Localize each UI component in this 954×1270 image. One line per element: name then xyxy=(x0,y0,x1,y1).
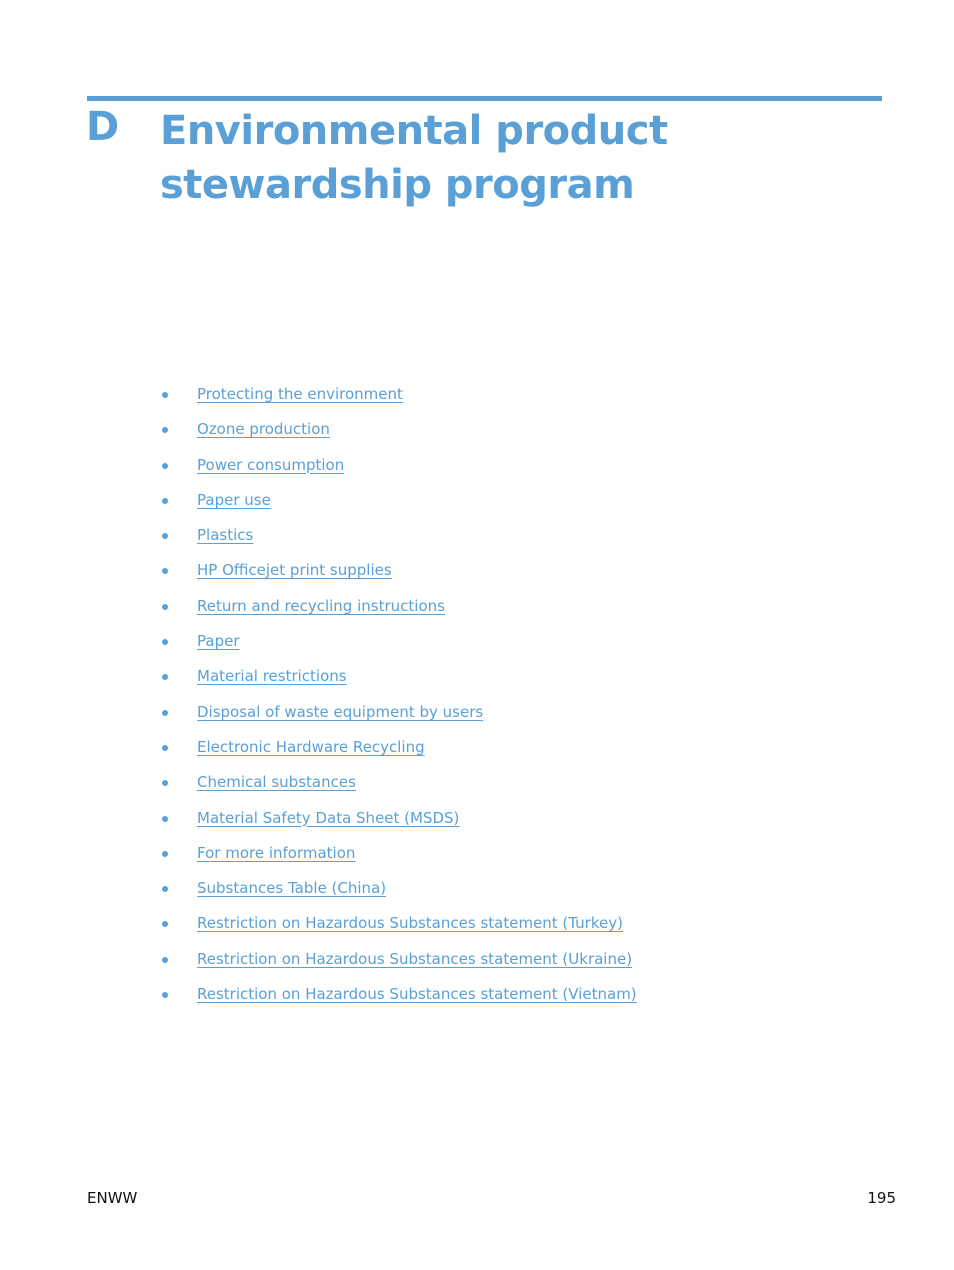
bullet-icon xyxy=(162,498,168,504)
chapter-letter: D xyxy=(86,104,120,150)
toc-item xyxy=(160,983,637,1018)
toc-item xyxy=(160,877,637,912)
toc-item xyxy=(160,595,637,630)
toc-link[interactable]: Ozone production xyxy=(197,420,330,439)
chapter-title: Environmental product stewardship program xyxy=(160,108,668,208)
toc-link[interactable]: HP Officejet print supplies xyxy=(197,561,392,580)
toc-item xyxy=(160,701,637,736)
toc-link[interactable]: Paper xyxy=(197,632,240,651)
bullet-icon xyxy=(162,392,168,398)
bullet-icon xyxy=(162,533,168,539)
toc-link[interactable]: Electronic Hardware Recycling xyxy=(197,737,425,756)
toc-link[interactable]: Material Safety Data Sheet (MSDS) xyxy=(197,808,460,827)
toc-item xyxy=(160,454,637,489)
toc-link[interactable]: Return and recycling instructions xyxy=(197,596,445,615)
toc-item xyxy=(160,807,637,842)
bullet-icon xyxy=(162,427,168,433)
toc-item xyxy=(160,948,637,983)
bullet-icon xyxy=(162,604,168,610)
toc-item xyxy=(160,383,637,418)
bullet-icon xyxy=(162,957,168,963)
toc-link[interactable]: Restriction on Hazardous Substances statement (Vietnam) xyxy=(197,985,637,1004)
toc-link[interactable]: Substances Table (China) xyxy=(197,879,387,898)
toc-item xyxy=(160,524,637,559)
toc-link[interactable]: Paper use xyxy=(197,490,271,509)
toc-item xyxy=(160,665,637,700)
toc-link[interactable]: For more information xyxy=(197,843,356,862)
toc-link[interactable]: Protecting the environment xyxy=(197,385,403,403)
bullet-icon xyxy=(162,710,168,716)
bullet-icon xyxy=(162,992,168,998)
toc-link[interactable]: Power consumption xyxy=(197,455,345,474)
toc-link[interactable]: Restriction on Hazardous Substances statement (Ukraine) xyxy=(197,949,633,968)
chapter-rule xyxy=(87,96,882,101)
toc-link[interactable]: Disposal of waste equipment by users xyxy=(197,702,484,721)
bullet-icon xyxy=(162,745,168,751)
bullet-icon xyxy=(162,463,168,469)
toc-item xyxy=(160,418,637,453)
toc-link[interactable]: Plastics xyxy=(197,526,254,545)
chapter-toc-list xyxy=(160,383,637,1018)
page-number: 195 xyxy=(867,1189,896,1207)
bullet-icon xyxy=(162,780,168,786)
bullet-icon xyxy=(162,886,168,892)
toc-link[interactable]: Chemical substances xyxy=(197,773,356,792)
footer-label: ENWW xyxy=(87,1189,138,1207)
toc-item xyxy=(160,736,637,771)
toc-item xyxy=(160,559,637,594)
toc-link[interactable]: Material restrictions xyxy=(197,667,347,686)
toc-item xyxy=(160,771,637,806)
toc-item xyxy=(160,489,637,524)
toc-link[interactable]: Restriction on Hazardous Substances statement (Turkey) xyxy=(197,914,623,933)
bullet-icon xyxy=(162,816,168,822)
bullet-icon xyxy=(162,921,168,927)
bullet-icon xyxy=(162,851,168,857)
bullet-icon xyxy=(162,674,168,680)
toc-item xyxy=(160,912,637,947)
toc-item xyxy=(160,842,637,877)
bullet-icon xyxy=(162,568,168,574)
bullet-icon xyxy=(162,639,168,645)
toc-item xyxy=(160,630,637,665)
